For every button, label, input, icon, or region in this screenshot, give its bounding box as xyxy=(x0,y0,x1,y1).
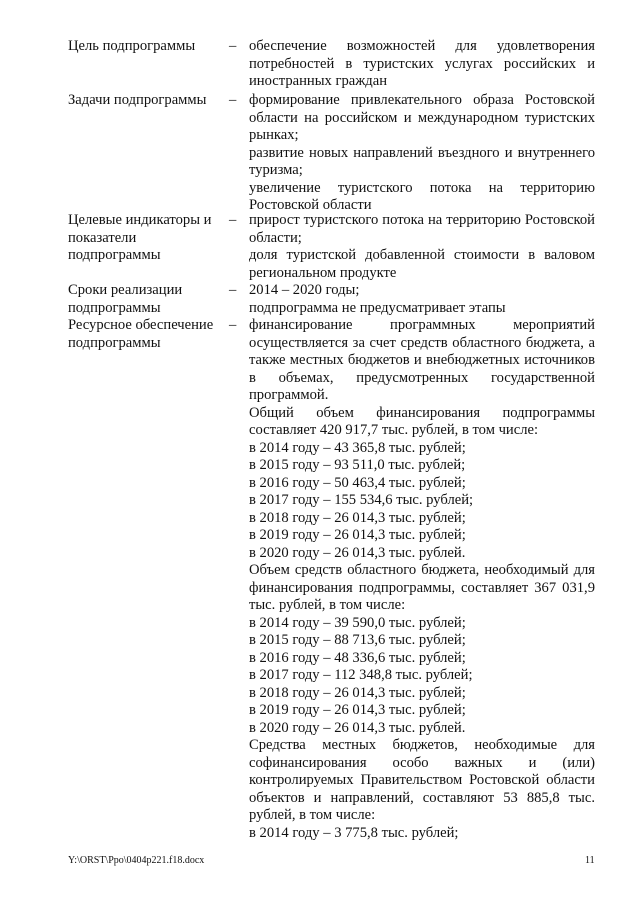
paragraph: в 2019 году – 26 014,3 тыс. рублей; xyxy=(249,527,466,543)
paragraph: в 2015 году – 93 511,0 тыс. рублей; xyxy=(249,457,466,473)
row-content xyxy=(249,212,595,282)
paragraph: в 2020 году – 26 014,3 тыс. рублей. xyxy=(249,544,466,561)
row-content xyxy=(249,317,595,842)
row-content xyxy=(249,282,595,317)
row-label: Задачи подпрограммы xyxy=(68,92,207,108)
paragraph: в 2015 году – 88 713,6 тыс. рублей; xyxy=(249,632,466,648)
paragraph: в 2017 году – 112 348,8 тыс. рублей; xyxy=(249,667,473,683)
paragraph: развитие новых направлений въездного и внутреннего туризма; xyxy=(249,144,595,178)
paragraph: в 2018 году – 26 014,3 тыс. рублей; xyxy=(249,684,466,701)
row-dash: – xyxy=(229,212,237,228)
row-dash: – xyxy=(229,38,237,54)
row-dash: – xyxy=(229,282,237,298)
paragraph: в 2014 году – 43 365,8 тыс. рублей; xyxy=(249,439,466,456)
row-label: Ресурсное обеспечение подпрограммы xyxy=(68,317,214,351)
paragraph: формирование привлекательного образа Ростовской области на российском и международном туристских рынках; xyxy=(249,92,595,143)
paragraph: в 2020 году – 26 014,3 тыс. рублей. xyxy=(249,719,466,736)
row-content xyxy=(249,38,595,91)
paragraph: в 2019 году – 26 014,3 тыс. рублей; xyxy=(249,702,466,718)
row-dash: – xyxy=(229,92,237,108)
paragraph: подпрограмма не предусматривает этапы xyxy=(249,299,506,316)
paragraph: Общий объем финансирования подпрограммы составляет 420 917,7 тыс. рублей, в том числе: xyxy=(249,404,595,438)
paragraph: в 2018 году – 26 014,3 тыс. рублей; xyxy=(249,509,466,526)
paragraph: обеспечение возможностей для удовлетворения потребностей в туристских услугах российских и иностранных граждан xyxy=(249,38,595,89)
row-dash: – xyxy=(229,317,237,333)
paragraph: 2014 – 2020 годы; xyxy=(249,282,360,298)
footer-file-path: Y:\ORST\Ppo\0404p221.f18.docx xyxy=(68,855,205,866)
row-label: Цель подпрограммы xyxy=(68,38,196,54)
row-label: Сроки реализации подпрограммы xyxy=(68,282,183,316)
footer-page-number: 11 xyxy=(585,855,595,866)
paragraph: в 2014 году – 39 590,0 тыс. рублей; xyxy=(249,614,466,631)
paragraph: доля туристской добавленной стоимости в валовом региональном продукте xyxy=(249,247,595,281)
paragraph: финансирование программных мероприятий осуществляется за счет средств областного бюджета, а также местных бюджетов и внебюджетных источников в объемах, предусмотренных государственной программой. xyxy=(249,317,595,403)
paragraph: прирост туристского потока на территорию Ростовской области; xyxy=(249,212,595,246)
paragraph: в 2016 году – 50 463,4 тыс. рублей; xyxy=(249,474,466,491)
paragraph: увеличение туристского потока на территорию Ростовской области xyxy=(249,179,595,213)
row-content xyxy=(249,92,595,215)
paragraph: в 2017 году – 155 534,6 тыс. рублей; xyxy=(249,492,474,508)
paragraph: Средства местных бюджетов, необходимые для софинансирования особо важных и (или) контролируемых Правительством Ростовской области объектов и направлений, составляют 53 885,8 тыс. рублей, в том числе: xyxy=(249,737,595,823)
paragraph: в 2014 году – 3 775,8 тыс. рублей; xyxy=(249,824,459,841)
paragraph: в 2016 году – 48 336,6 тыс. рублей; xyxy=(249,649,466,666)
paragraph: Объем средств областного бюджета, необходимый для финансирования подпрограммы, составляет 367 031,9 тыс. рублей, в том числе: xyxy=(249,562,595,613)
row-label: Целевые индикаторы и показатели подпрограммы xyxy=(68,212,212,263)
